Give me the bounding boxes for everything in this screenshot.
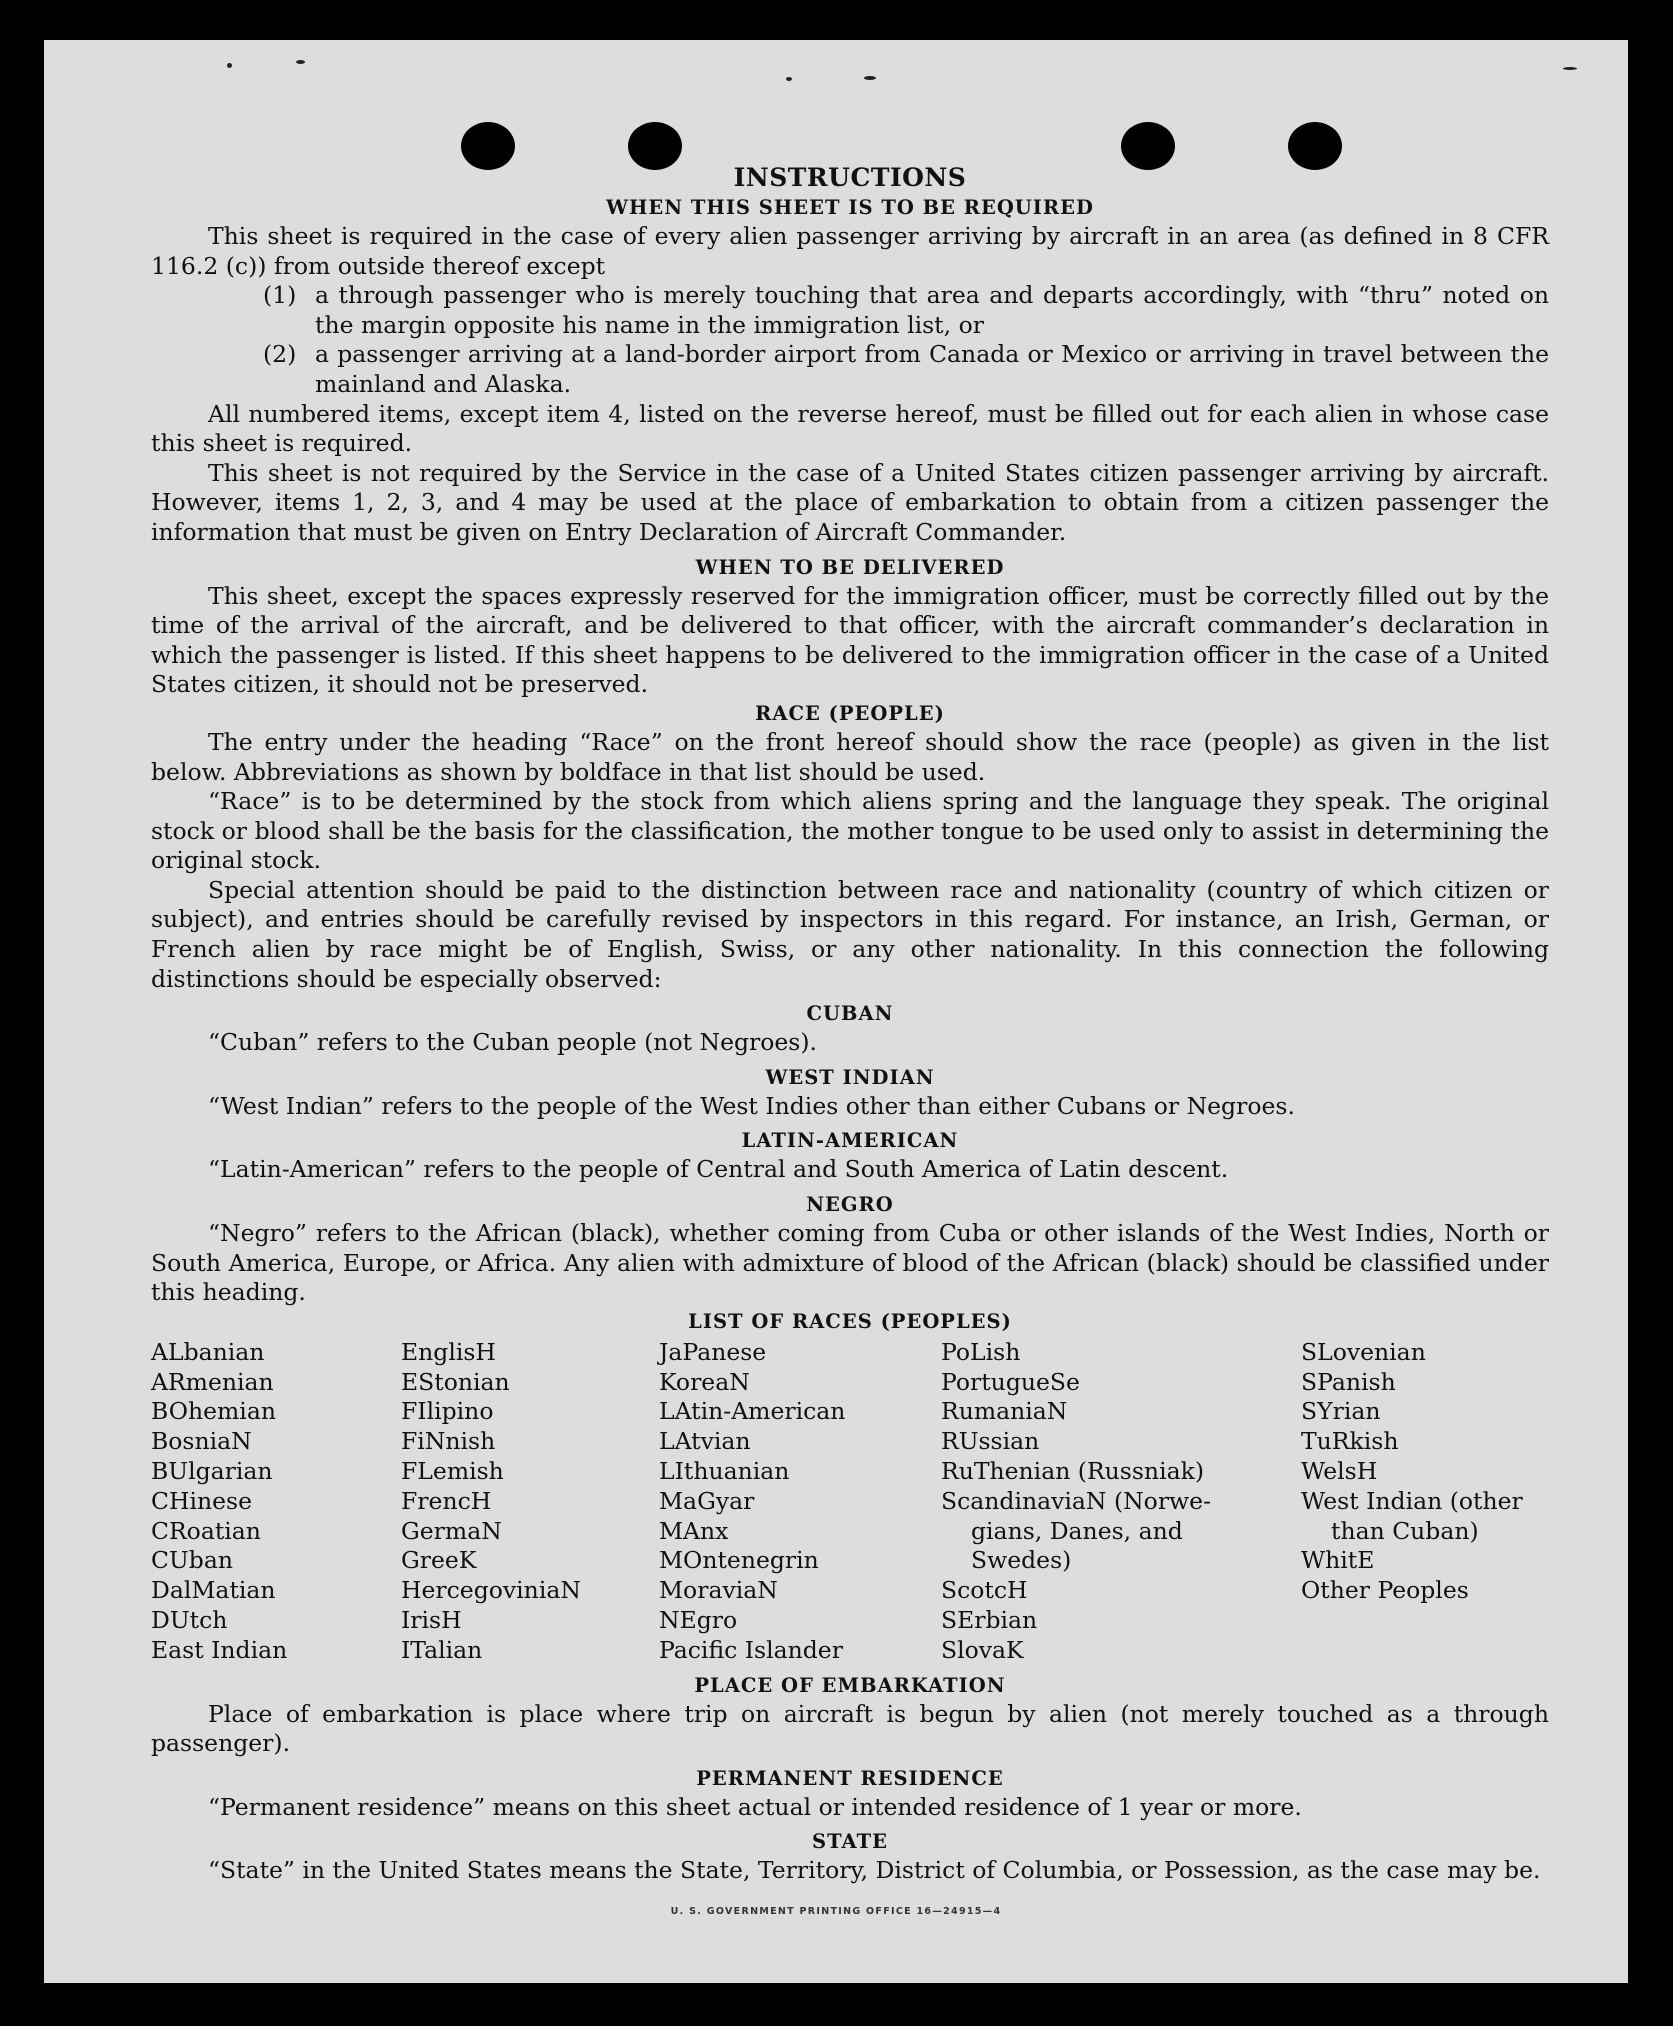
race-entry: CHinese [151,1486,252,1515]
speck [296,60,305,64]
race-entry: CUban [151,1546,233,1575]
instructions-content [151,162,1549,1886]
race-entry: SlovaK [941,1635,1024,1664]
heading-list-of-races: LIST OF RACES (PEOPLES) [688,1309,1012,1333]
speck [786,77,792,81]
race-entry: MaGyar [659,1486,755,1515]
race-entry: IrisH [401,1605,462,1634]
race-entry: DUtch [151,1605,228,1634]
heading-state: STATE [812,1830,888,1854]
paragraph: This sheet, except the spaces expressly reserved for the immigration officer, must be correctly filled out by the time of the arrival of the aircraft, and be delivered to that officer, with the aircraft commander’s declaration in which the passenger is listed. If this sheet happens to be delivered to the immigration officer in the case of a United States citizen, it should not be preserved. [151,581,1549,699]
speck [227,63,232,68]
race-entry: Other Peoples [1301,1576,1469,1605]
speck [1563,67,1577,70]
heading-when-delivered: WHEN TO BE DELIVERED [695,555,1005,579]
page-title: INSTRUCTIONS [733,163,967,192]
race-entry: FiNnish [401,1427,496,1456]
speck [864,76,876,80]
heading-negro: NEGRO [806,1193,894,1217]
race-entry: ScandinaviaN (Norwe- [941,1486,1212,1515]
paragraph: This sheet is not required by the Service in the case of a United States citizen passenger arriving by aircraft. However, items 1, 2, 3, and 4 may be used at the place of embarkation to obtain from a citizen passenger the information that must be given on Entry Declaration of Aircraft Commander. [151,458,1549,546]
race-column [1301,1338,1549,1666]
race-entry: LAtvian [659,1427,751,1456]
race-entry: Pacific Islander [659,1635,843,1664]
item-text: a passenger arriving at a land-border airport from Canada or Mexico or arriving in travel between the mainland and Alaska. [315,340,1549,398]
race-entry: BUlgarian [151,1457,273,1485]
race-entry: ARmenian [151,1367,274,1396]
race-entry: HercegoviniaN [401,1576,581,1605]
exception-item [263,340,1549,399]
race-entry: TuRkish [1301,1427,1399,1456]
race-entry: PoLish [941,1337,1021,1366]
item-number: (2) [263,340,297,369]
race-entry: WhitE [1301,1546,1375,1575]
heading-embarkation: PLACE OF EMBARKATION [694,1673,1006,1697]
race-column [941,1338,1301,1666]
race-entry: BOhemian [151,1397,276,1426]
race-entry: SLovenian [1301,1337,1426,1366]
race-column [659,1338,941,1666]
printer-imprint: U. S. GOVERNMENT PRINTING OFFICE 16—24915—4 [670,1906,1002,1917]
heading-latin-american: LATIN-AMERICAN [741,1129,959,1153]
race-entry: West Indian (other [1301,1486,1523,1515]
paragraph: This sheet is required in the case of every alien passenger arriving by aircraft in an area (as defined in 8 CFR 116.2 (c)) from outside thereof except [151,222,1549,280]
race-entry: SYrian [1301,1397,1381,1426]
paragraph: “Negro” refers to the African (black), whether coming from Cuba or other islands of the West Indies, North or South America, Europe, or Africa. Any alien with admixture of blood of the African (black) should be classified under this heading. [151,1219,1549,1307]
paragraph: Place of embarkation is place where trip on aircraft is begun by alien (not merely touched as a through passenger). [151,1699,1549,1758]
race-entry-continued: gians, Danes, and [971,1516,1183,1545]
paragraph: “Latin-American” refers to the people of Central and South America of Latin descent. [208,1155,1229,1184]
heading-cuban: CUBAN [806,1002,894,1026]
race-entry: SErbian [941,1605,1038,1634]
race-entry: RuThenian (Russniak) [941,1457,1204,1485]
race-entry: JaPanese [659,1337,767,1366]
race-entry: FLemish [401,1457,504,1485]
paragraph: “Race” is to be determined by the stock from which aliens spring and the language they speak. The original stock or blood shall be the basis for the classification, the mother tongue to be used only to assist in determining the original stock. [151,787,1549,875]
race-entry: LAtin-American [659,1397,846,1426]
race-entry: ITalian [401,1635,483,1664]
race-entry: RUssian [941,1427,1040,1456]
race-entry: ALbanian [151,1337,265,1366]
paragraph: All numbered items, except item 4, listed on the reverse hereof, must be filled out for each alien in whose case this sheet is required. [151,399,1549,458]
race-entry: FIlipino [401,1397,494,1426]
paragraph: “State” in the United States means the State, Territory, District of Columbia, or Possession, as the case may be. [208,1856,1541,1885]
race-entry: GreeK [401,1546,477,1575]
race-entry: ScotcH [941,1576,1028,1605]
race-entry: NEgro [659,1605,738,1634]
race-entry: BosniaN [151,1427,252,1456]
item-text: a through passenger who is merely touching that area and departs accordingly, with “thru” noted on the margin opposite his name in the immigration list, or [315,281,1549,339]
race-entry: MAnx [659,1516,729,1545]
item-number: (1) [263,281,297,310]
race-entry: EStonian [401,1367,510,1396]
race-entry: MoraviaN [659,1576,778,1605]
paragraph: “West Indian” refers to the people of the West Indies other than either Cubans or Negroes. [208,1091,1295,1120]
race-entry: CRoatian [151,1516,261,1545]
exception-item [263,281,1549,340]
race-entry: WelsH [1301,1457,1378,1485]
race-entry: EnglisH [401,1337,496,1366]
race-entry-continued: than Cuban) [1331,1516,1479,1545]
race-entry: PortugueSe [941,1367,1080,1396]
race-entry: DalMatian [151,1576,276,1605]
heading-when-required: WHEN THIS SHEET IS TO BE REQUIRED [606,196,1094,219]
paragraph: “Permanent residence” means on this sheet actual or intended residence of 1 year or more. [208,1792,1302,1821]
race-entry: LIthuanian [659,1457,790,1485]
race-entry: KoreaN [659,1367,750,1396]
paragraph: Special attention should be paid to the distinction between race and nationality (country of which citizen or subject), and entries should be carefully revised by inspectors in this regard. For instance, an Irish, German, or French alien by race might be of English, Swiss, or any other nationality. In this connection the following distinctions should be especially observed: [151,875,1549,993]
race-entry: FrencH [401,1486,492,1515]
paragraph: The entry under the heading “Race” on the front hereof should show the race (people) as given in the list below. Abbreviations as shown by boldface in that list should be used. [151,727,1549,786]
race-column [151,1338,401,1666]
race-entry: SPanish [1301,1367,1396,1396]
heading-residence: PERMANENT RESIDENCE [696,1766,1004,1790]
race-entry-continued: Swedes) [971,1546,1072,1575]
race-entry: GermaN [401,1516,502,1545]
race-entry: MOntenegrin [659,1546,819,1575]
race-entry: RumaniaN [941,1397,1068,1426]
race-list [151,1338,1549,1666]
paragraph: “Cuban” refers to the Cuban people (not Negroes). [208,1028,818,1057]
race-entry: East Indian [151,1635,288,1664]
race-column [401,1338,659,1666]
heading-race: RACE (PEOPLE) [755,701,945,725]
document-sheet [44,40,1628,1983]
heading-west-indian: WEST INDIAN [765,1065,935,1089]
